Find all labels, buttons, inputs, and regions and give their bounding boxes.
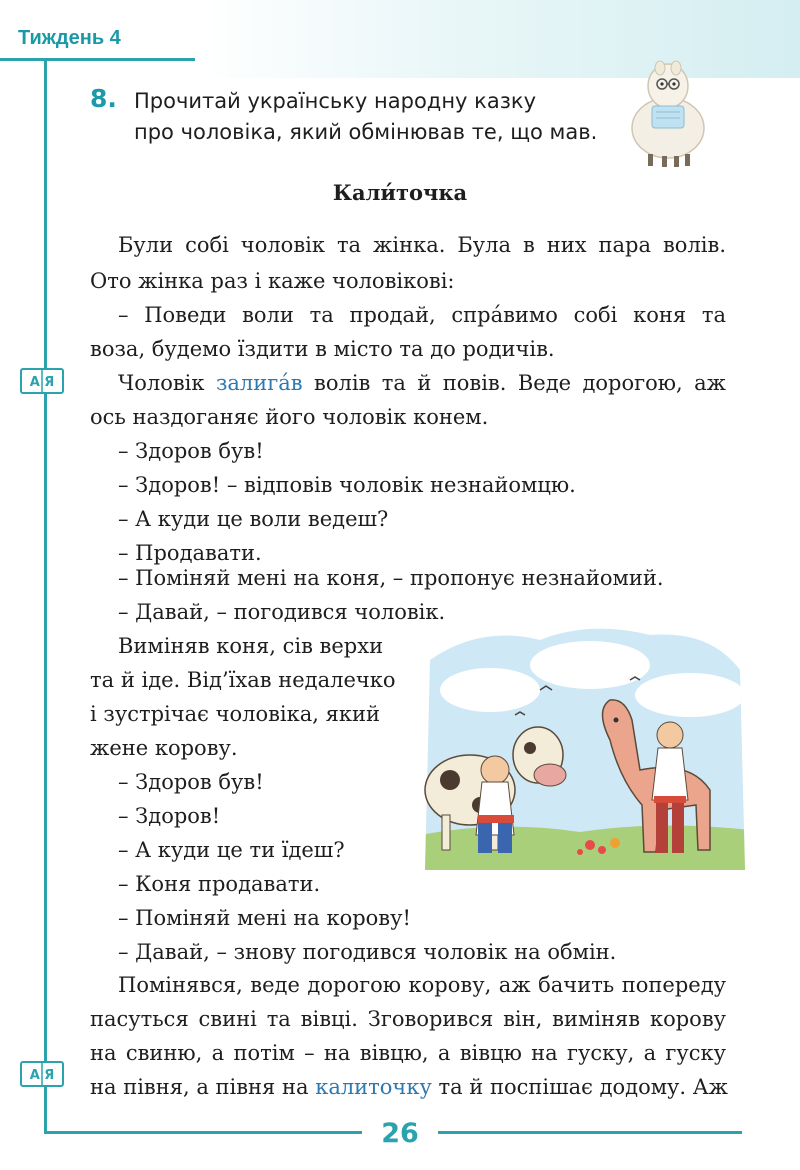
story-line: – Коня продавати. — [118, 872, 321, 896]
story-line: – А куди це воли ведеш? — [118, 507, 389, 531]
task-line: про чоловіка, який обмінював те, що мав. — [134, 120, 598, 144]
story-line: – Здоров! – відповів чоловік незнайомцю. — [118, 473, 576, 497]
week-label: Тиждень 4 — [18, 27, 121, 49]
story-line: воза, будемо їздити в місто та до родичів. — [90, 337, 555, 361]
dictionary-icon[interactable] — [20, 368, 64, 394]
story-line: – А куди це ти їдеш? — [118, 838, 345, 862]
story-line: жене корову. — [90, 736, 238, 760]
story-title: Кали́точка — [332, 180, 468, 205]
story-line: Помінявся, веде дорогою корову, аж бачить попереду — [118, 973, 726, 997]
dictionary-icon[interactable] — [20, 1061, 64, 1087]
story-line: та й іде. Від’їхав недалечко — [90, 668, 396, 692]
story-line: – Давай, – погодився чоловік. — [118, 600, 446, 624]
task-instruction — [134, 86, 597, 148]
glossary-word-kalytochka[interactable]: калиточку — [315, 1075, 432, 1099]
sheep-illustration — [622, 50, 714, 168]
dictionary-icon-label: А Я — [29, 375, 55, 390]
story-line: Виміняв коня, сів верхи — [118, 634, 384, 658]
story-line: Ото жінка раз і каже чоловікові: — [90, 269, 455, 293]
story-line — [118, 371, 726, 395]
dictionary-icon-label: А Я — [29, 1068, 55, 1083]
story-line: – Поміняй мені на коня, – пропонує незнайомий. — [118, 566, 664, 590]
story-line: ось наздоганяє його чоловік конем. — [90, 405, 489, 429]
story-line: на свиню, а потім – на вівцю, а вівцю на гуску, а гуску — [90, 1041, 726, 1065]
frame-left-line — [44, 58, 47, 1134]
page-number: 26 — [381, 1118, 419, 1149]
story-line: – Здоров! — [118, 804, 221, 828]
story-line: – Здоров був! — [118, 439, 264, 463]
story-line — [90, 1075, 726, 1099]
story-text-segment: та й поспішає додому. Аж — [438, 1075, 728, 1099]
frame-top-line — [0, 58, 195, 61]
task-line: Прочитай українську народну казку — [134, 89, 536, 113]
story-line: пасуться свині та вівці. Зговорився він, виміняв корову — [90, 1007, 726, 1031]
story-line: – Давай, – знову погодився чоловік на обмін. — [118, 940, 617, 964]
story-text-segment: на півня, а півня на — [90, 1075, 309, 1099]
story-illustration — [420, 620, 750, 875]
story-text-segment: Чоловік — [118, 371, 205, 395]
story-line: і зустрічає чоловіка, який — [90, 702, 380, 726]
story-line: – Здоров був! — [118, 770, 264, 794]
frame-bottom-right-line — [438, 1131, 742, 1134]
story-line: – Продавати. — [118, 541, 262, 565]
task-number: 8. — [90, 84, 117, 113]
frame-bottom-left-line — [44, 1131, 362, 1134]
story-text-segment: волів та й повів. Веде дорогою, аж — [314, 371, 726, 395]
glossary-word-zalyhav[interactable]: залига́в — [215, 371, 303, 395]
story-line: – Поміняй мені на корову! — [118, 906, 411, 930]
story-line: Були собі чоловік та жінка. Була в них пара волів. — [118, 233, 726, 257]
story-line: – Поведи воли та продай, спра́вимо собі коня та — [118, 303, 726, 327]
